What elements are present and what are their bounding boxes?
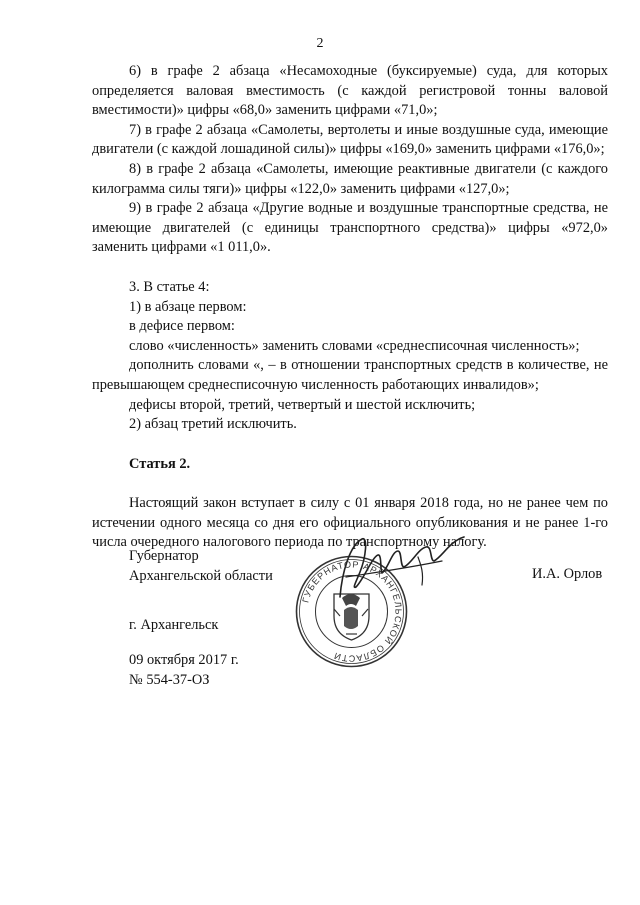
signatory-name: И.А. Орлов [532, 566, 603, 582]
document-body [92, 62, 608, 553]
signatory-title-line1: Губернатор [129, 548, 199, 564]
article-2-text: Настоящий закон вступает в силу с 01 января 2018 года, но не ранее чем по истечении одного месяца со дня его официального опубликования и не ранее 1-го числа очередного налогового периода по транспортному налогу. [92, 495, 608, 551]
paragraph-9: 9) в графе 2 абзаца «Другие водные и воздушные транспортные средства, не имеющие двигателей (с единицы транспортного средства)» цифры «972,0» заменить цифрами «1 011,0». [92, 200, 608, 256]
section-3-delete: дефисы второй, третий, четвертый и шестой исключить; [129, 396, 476, 413]
article-2-title: Статья 2. [129, 455, 191, 472]
document-date: 09 октября 2017 г. [129, 652, 239, 668]
date-and-number [129, 651, 239, 690]
section-3-heading: 3. В статье 4: [129, 278, 210, 295]
paragraph-6: 6) в графе 2 абзаца «Несамоходные (буксируемые) суда, для которых определяется валовая вместимость (с каждой регистровой тонны валовой вместимости)» цифры «68,0» заменить цифрами «71,0»; [92, 63, 608, 119]
document-number: № 554-37-ОЗ [129, 671, 210, 688]
svg-text:ГУБЕРНАТОР АРХАНГЕЛЬСКОЙ ОБЛАС: ГУБЕРНАТОР АРХАНГЕЛЬСКОЙ ОБЛАСТИ [300, 559, 404, 664]
paragraph-7: 7) в графе 2 абзаца «Самолеты, вертолеты и иные воздушные суда, имеющие двигатели (с каждой лошадиной силы)» цифры «169,0» заменить цифрами «176,0»; [92, 121, 608, 158]
paragraph-8: 8) в графе 2 абзаца «Самолеты, имеющие реактивные двигатели (с каждого килограмма силы тяги)» цифры «122,0» заменить цифрами «127,0»; [92, 160, 608, 197]
signatory-title-line2: Архангельской области [129, 567, 273, 584]
section-3-item-1: 1) в абзаце первом: [129, 298, 247, 315]
section-3-word: слово «численность» заменить словами «среднесписочная численность»; [129, 337, 580, 354]
section-3-add: дополнить словами «, – в отношении транспортных средств в количестве, не превышающем среднесписочную численность работающих инвалидов»; [92, 357, 608, 393]
place-of-signing: г. Архангельск [129, 617, 219, 633]
section-3-defis: в дефисе первом: [129, 318, 235, 335]
handwritten-signature-icon [322, 527, 472, 607]
page-number: 2 [316, 36, 324, 51]
section-3-item-2: 2) абзац третий исключить. [129, 416, 297, 433]
signatory-title [129, 547, 273, 586]
